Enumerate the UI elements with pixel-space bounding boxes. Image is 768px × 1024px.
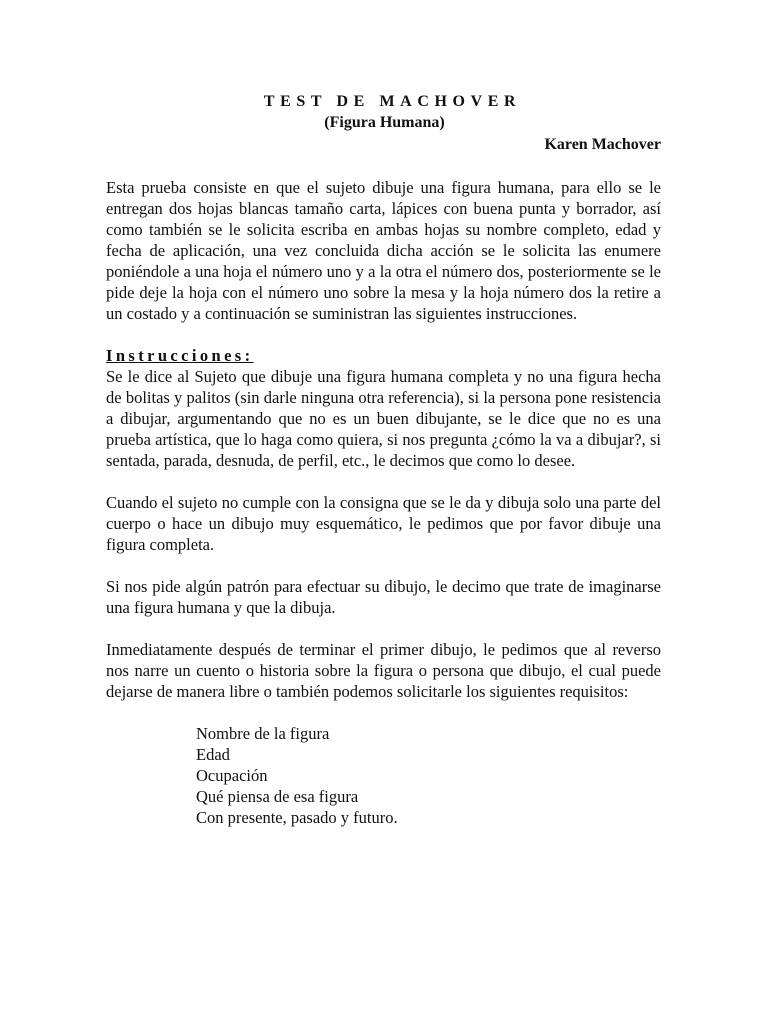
list-item: Con presente, pasado y futuro. [196, 808, 398, 827]
document-page [106, 92, 661, 828]
list-item: Qué piensa de esa figura [196, 787, 359, 806]
intro-paragraph: Esta prueba consiste en que el sujeto dibuje una figura humana, para ello se le entregan dos hojas blancas tamaño carta, lápices con buena punta y borrador, así como también se le solicita escriba en ambas hojas su nombre completo, edad y fecha de aplicación, una vez concluida dicha acción se le solicita las enumere poniéndole a una hoja el número uno y a la otra el número dos, posteriormente se le pide deje la hoja con el número uno sobre la mesa y la hoja número dos la retire a un costado y a continuación se suministran las siguientes instrucciones. [106, 178, 661, 323]
document-title: TEST DE MACHOVER [263, 93, 522, 110]
paragraph-pattern-request: Si nos pide algún patrón para efectuar su dibujo, le decimo que trate de imaginarse una figura humana y que la dibuja. [106, 577, 661, 617]
paragraph-incomplete-drawing: Cuando el sujeto no cumple con la consigna que se le da y dibuja solo una parte del cuerpo o hace un dibujo muy esquemático, le pedimos que por favor dibuje una figura completa. [106, 493, 661, 554]
list-item: Nombre de la figura [196, 724, 330, 743]
document-subtitle: (Figura Humana) [324, 114, 445, 131]
list-item: Edad [196, 745, 230, 764]
document-author: Karen Machover [544, 136, 661, 153]
instructions-heading: Instrucciones: [106, 346, 254, 365]
list-item: Ocupación [196, 766, 268, 785]
requirements-list [196, 723, 661, 828]
paragraph-story-request: Inmediatamente después de terminar el primer dibujo, le pedimos que al reverso nos narre un cuento o historia sobre la figura o persona que dibujo, el cual puede dejarse de manera libre o también podemos solicitarle los siguientes requisitos: [106, 640, 661, 701]
instructions-paragraph: Se le dice al Sujeto que dibuje una figura humana completa y no una figura hecha de bolitas y palitos (sin darle ninguna otra referencia), si la persona pone resistencia a dibujar, argumentando que no es un buen dibujante, se le dice que no es una prueba artística, que lo haga como quiera, si nos pregunta ¿cómo la va a dibujar?, si sentada, parada, desnuda, de perfil, etc., le decimos que como lo desee. [106, 367, 661, 470]
